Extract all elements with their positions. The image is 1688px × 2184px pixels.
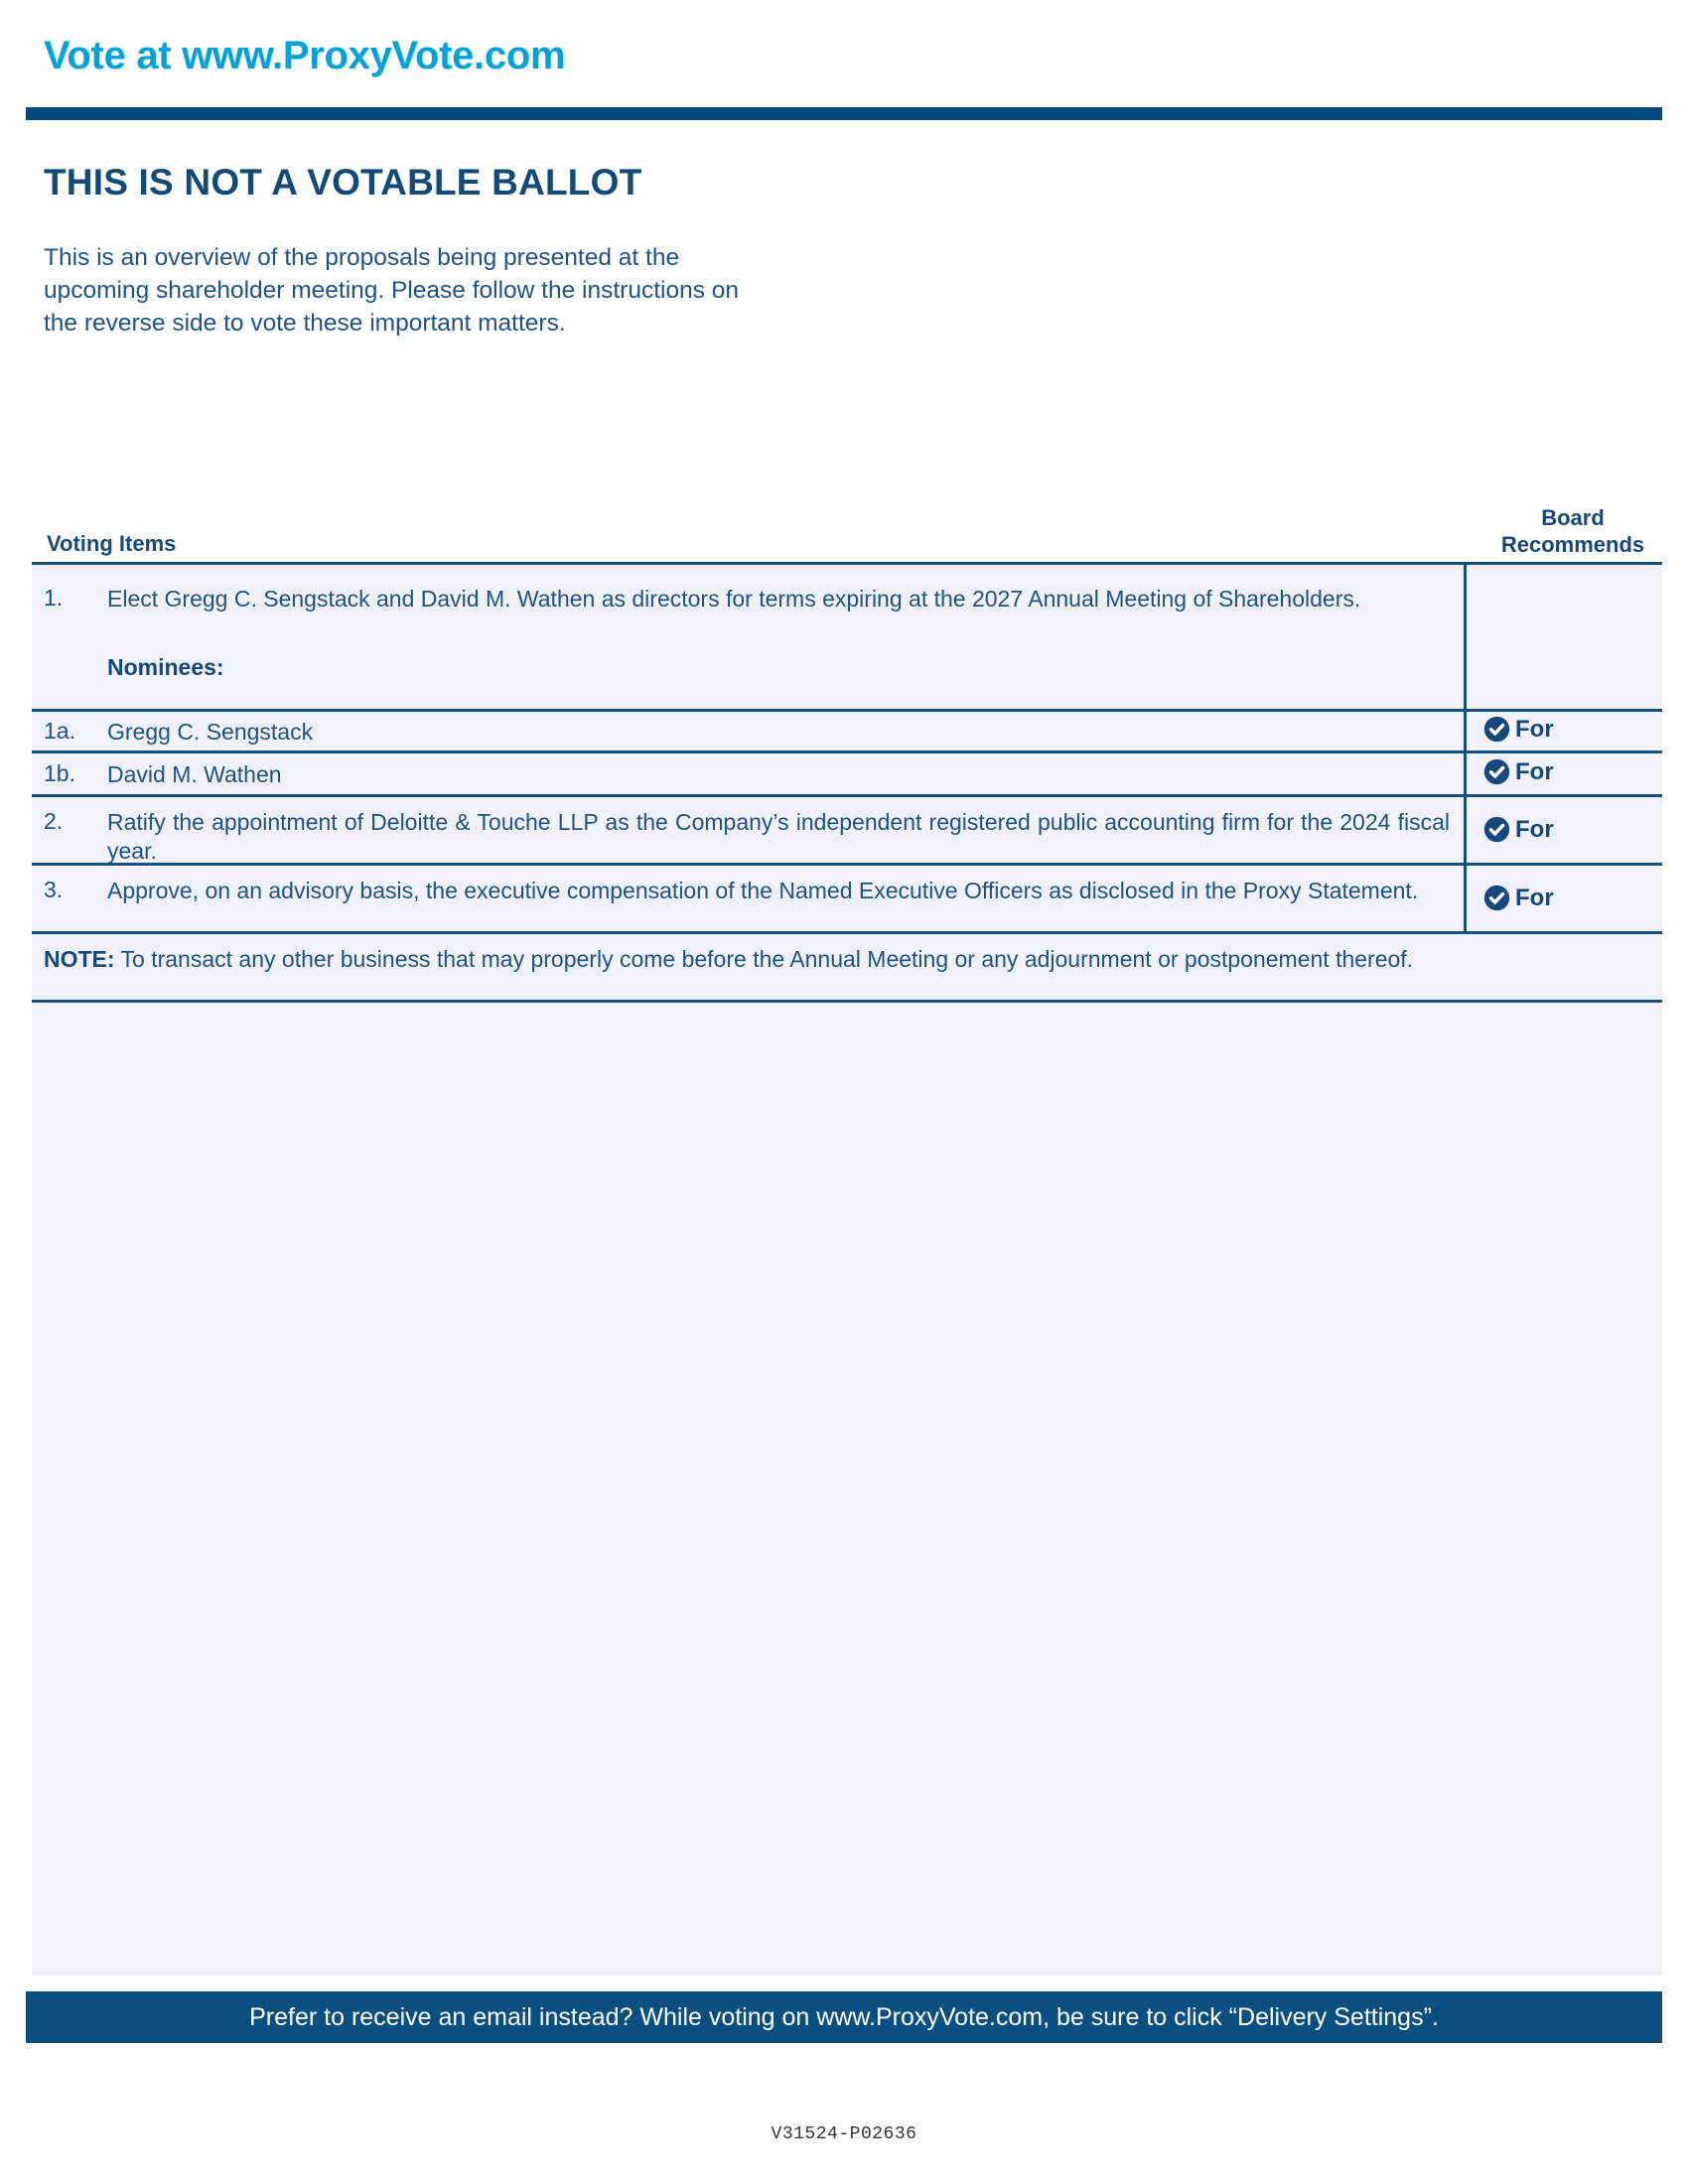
table-row — [32, 866, 1662, 931]
recommendation-label: For — [1515, 715, 1554, 743]
footer-message: Prefer to receive an email instead? While voting on www.ProxyVote.com, be sure to click “Delivery Settings”. — [249, 2002, 1439, 2031]
item-number: 2. — [44, 808, 64, 834]
item-text: Ratify the appointment of Deloitte & Touche LLP as the Company’s independent registered public accounting firm for the 2024 fiscal year. — [107, 809, 1450, 864]
table-rule-bottom-note — [32, 1000, 1662, 1003]
item-number: 1b. — [44, 760, 75, 786]
control-number: V31524-P02636 — [771, 2124, 917, 2144]
note-text-block — [44, 945, 1448, 974]
recommendation-label: For — [1515, 757, 1554, 785]
note-text: To transact any other business that may properly come before the Annual Meeting or any adjournment or postponement thereof. — [114, 946, 1414, 972]
intro-line-1: This is an overview of the proposals being presented at the — [44, 244, 680, 271]
table-header — [0, 504, 1688, 562]
page-title: THIS IS NOT A VOTABLE BALLOT — [44, 162, 642, 203]
nominees-label: Nominees: — [107, 654, 224, 680]
voting-items-table — [32, 562, 1662, 1976]
column-header-voting-items: Voting Items — [47, 531, 177, 556]
intro-line-3: the reverse side to vote these important matters. — [44, 310, 566, 337]
item-text: Approve, on an advisory basis, the executive compensation of the Named Executive Officers as disclosed in the Proxy Statement. — [107, 878, 1419, 903]
item-text: David M. Wathen — [107, 761, 282, 787]
board-recommends-line-1: Board — [1541, 505, 1605, 530]
item-text: Gregg C. Sengstack — [107, 719, 314, 745]
check-circle-icon — [1483, 885, 1510, 911]
recommendation-label: For — [1515, 815, 1554, 843]
item-number: 3. — [44, 877, 64, 902]
item-number: 1a. — [44, 718, 75, 744]
item-text: Elect Gregg C. Sengstack and David M. Wathen as directors for terms expiring at the 2027 Annual Meeting of Shareholders. — [107, 586, 1361, 612]
table-row — [32, 753, 1662, 794]
note-row — [32, 934, 1662, 1000]
table-row — [32, 562, 1662, 709]
intro-line-2: upcoming shareholder meeting. Please follow the instructions on — [44, 277, 740, 304]
note-label: NOTE: — [44, 946, 115, 972]
board-recommends-line-2: Recommends — [1500, 532, 1645, 557]
board-recommendation — [1483, 758, 1554, 785]
board-recommendation — [1483, 885, 1554, 911]
recommendation-label: For — [1515, 884, 1554, 911]
proxy-vote-url-header[interactable]: Vote at www.ProxyVote.com — [44, 34, 566, 77]
intro-paragraph — [44, 241, 858, 340]
check-circle-icon — [1483, 716, 1510, 743]
item-number: 1. — [44, 585, 64, 611]
board-recommendation — [1483, 716, 1554, 743]
check-circle-icon — [1483, 816, 1510, 843]
footer-bar — [26, 1991, 1662, 2043]
board-recommendation — [1483, 816, 1554, 843]
check-circle-icon — [1483, 758, 1510, 785]
table-row — [32, 712, 1662, 751]
table-row — [32, 797, 1662, 863]
header-divider-rule — [26, 107, 1662, 120]
column-header-board-recommends — [1468, 504, 1678, 558]
